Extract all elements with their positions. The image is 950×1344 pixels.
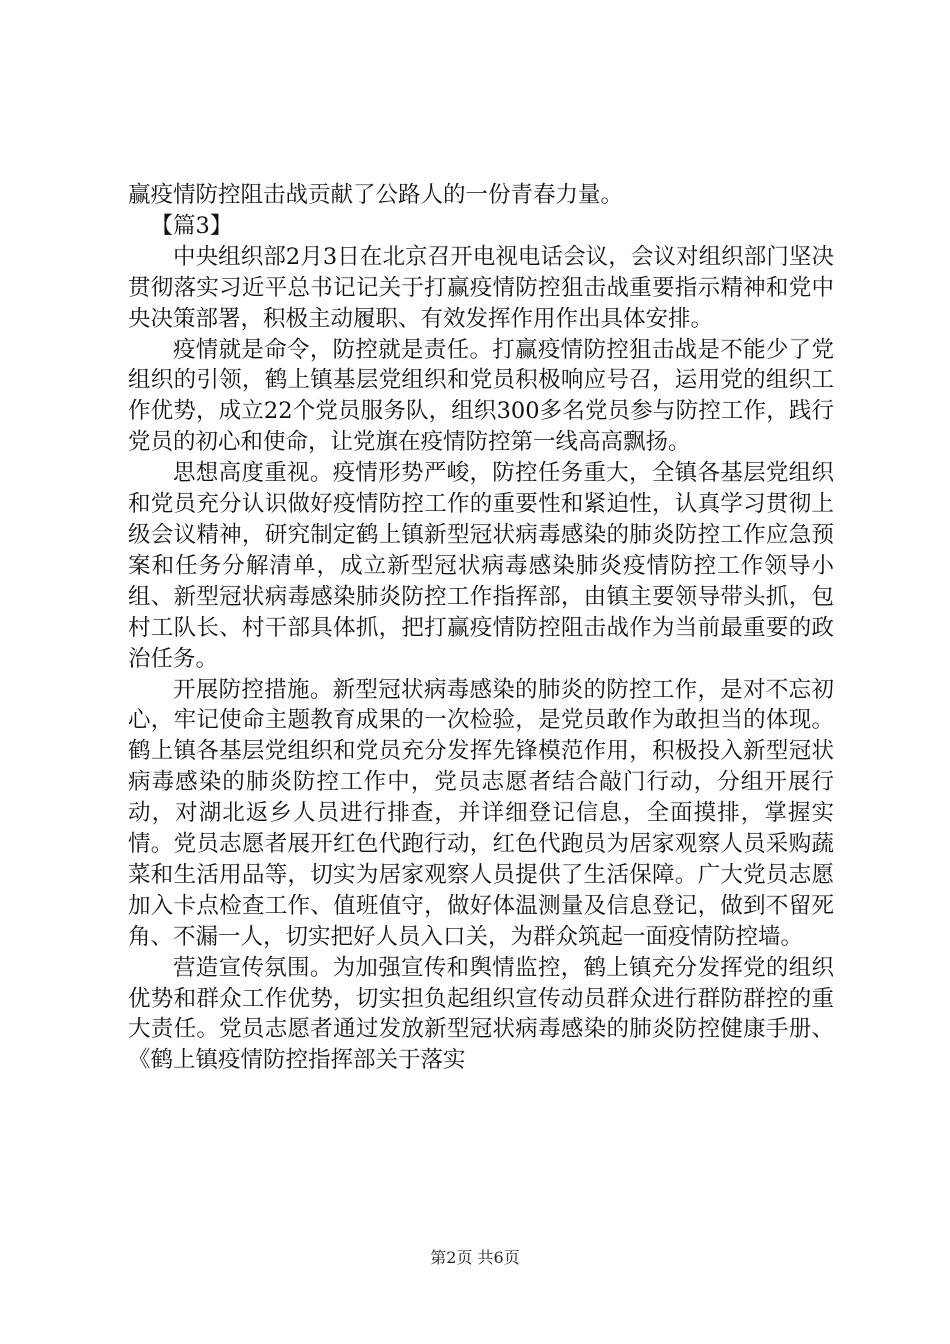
page-footer: 第2页 共6页 xyxy=(430,1248,520,1267)
paragraph-attention: 思想高度重视。疫情形势严峻，防控任务重大，全镇各基层党组织和党员充分认识做好疫情防控工作的重要性和紧迫性，认真学习贯彻上级会议精神，研究制定鹤上镇新型冠状病毒感染的肺炎防控工作应急预案和任务分解清单，成立新型冠状病毒感染肺炎疫情防控工作领导小组、新型冠状病毒感染肺炎防控工作指挥部，由镇主要领导带头抓，包村工队长、村干部具体抓，把打赢疫情防控阻击战作为当前最重要的政治任务。 xyxy=(128,460,834,672)
paragraph-meeting: 中央组织部2月3日在北京召开电视电话会议，会议对组织部门坚决贯彻落实习近平总书记记关于打赢疫情防控狙击战重要指示精神和党中央决策部署，积极主动履职、有效发挥作用作出具体安排。 xyxy=(128,243,834,332)
paragraph-measures: 开展防控措施。新型冠状病毒感染的肺炎的防控工作，是对不忘初心，牢记使命主题教育成果的一次检验，是党员敢作为敢担当的体现。鹤上镇各基层党组织和党员充分发挥先锋模范作用，积极投入新型冠状病毒感染的肺炎防控工作中，党员志愿者结合敲门行动，分组开展行动，对湖北返乡人员进行排查，并详细登记信息，全面摸排，掌握实情。党员志愿者展开红色代跑行动，红色代跑员为居家观察人员采购蔬菜和生活用品等，切实为居家观察人员提供了生活保障。广大党员志愿加入卡点检查工作、值班值守，做好体温测量及信息登记，做到不留死角、不漏一人，切实把好人员入口关，为群众筑起一面疫情防控墙。 xyxy=(128,676,834,950)
continuation-paragraph: 赢疫情防控阻击战贡献了公路人的一份青春力量。 xyxy=(128,182,624,208)
document-body xyxy=(128,180,834,1076)
paragraph-publicity: 营造宣传氛围。为加强宣传和舆情监控，鹤上镇充分发挥党的组织优势和群众工作优势，切实担负起组织宣传动员群众进行群防群控的重大责任。党员志愿者通过发放新型冠状病毒感染的肺炎防控健康手册、《鹤上镇疫情防控指挥部关于落实 xyxy=(128,954,834,1074)
paragraph-command: 疫情就是命令，防控就是责任。打赢疫情防控狙击战是不能少了党组织的引领，鹤上镇基层党组织和党员积极响应号召，运用党的组织工作优势，成立22个党员服务队，组织300多名党员参与防控工作，践行党员的初心和使命，让党旗在疫情防控第一线高高飘扬。 xyxy=(128,336,834,456)
section-heading: 【篇3】 xyxy=(150,212,233,239)
